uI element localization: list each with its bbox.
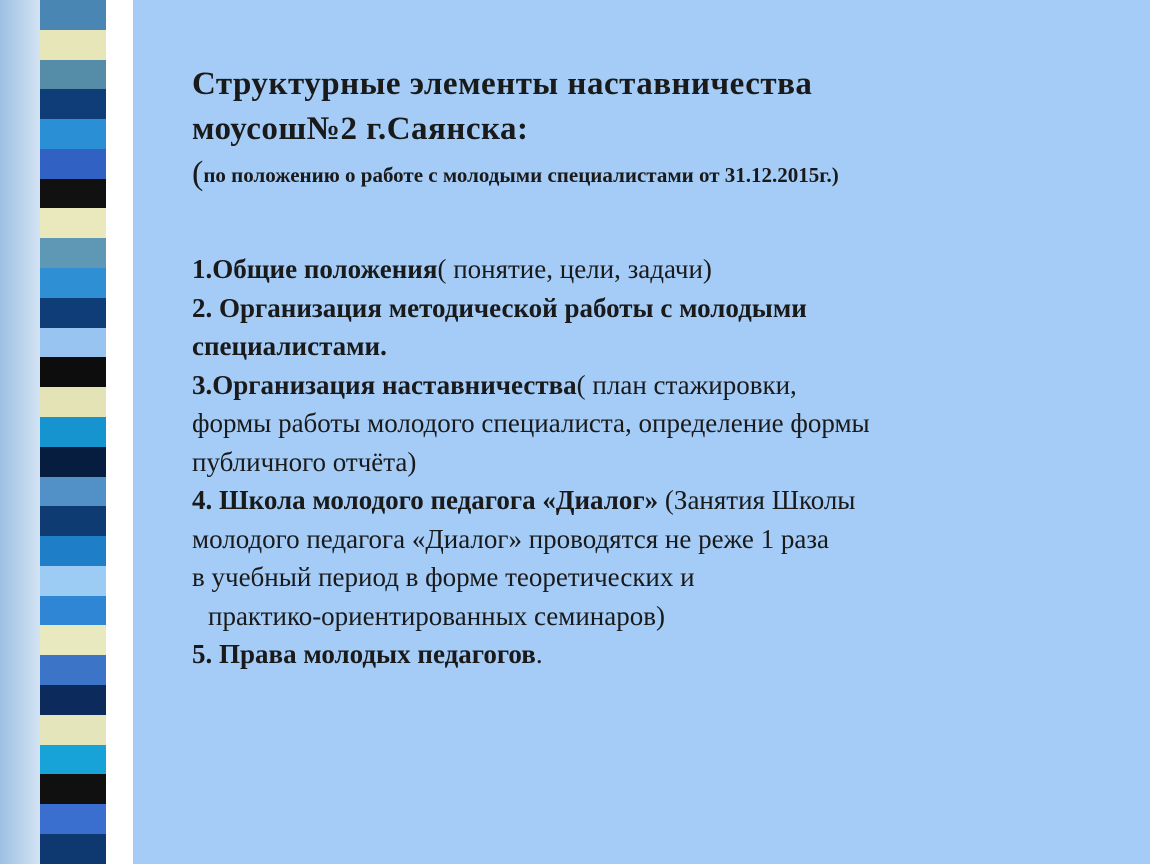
decorative-stripe	[40, 179, 106, 209]
decorative-stripe	[40, 715, 106, 745]
list-line-text: формы работы молодого специалиста, определение формы	[192, 408, 870, 438]
list-line-item-2	[192, 289, 1092, 328]
decorative-stripe	[40, 0, 106, 30]
slide-title-line-1: Структурные элементы наставничества	[192, 66, 813, 102]
subtitle-text: по положению о работе с молодыми специалистами от 31.12.2015г.)	[203, 163, 839, 187]
slide-title-line-2: моусош№2 г.Саянска:	[192, 111, 529, 147]
decorative-stripe	[40, 60, 106, 90]
list-line-item-3-cont-2	[192, 443, 1092, 482]
decorative-stripe	[40, 745, 106, 775]
slide-subtitle	[192, 154, 1092, 195]
list-line-item-4-cont-2	[192, 558, 1092, 597]
decorative-stripe	[40, 834, 106, 864]
list-line-text: молодого педагога «Диалог» проводятся не реже 1 раза	[192, 523, 829, 554]
slide-content	[192, 62, 1092, 674]
structure-list	[192, 250, 1092, 674]
decorative-stripe	[40, 625, 106, 655]
decorative-stripe	[40, 328, 106, 358]
decorative-side-panel	[0, 0, 133, 864]
list-line-bold: 1.Общие положения	[192, 254, 438, 284]
decorative-stripe	[40, 387, 106, 417]
decorative-stripe	[40, 536, 106, 566]
list-line-text: (Занятия Школы	[658, 485, 856, 515]
decorative-stripe	[40, 447, 106, 477]
decorative-stripe	[40, 149, 106, 179]
list-line-text: практико-ориентированных семинаров)	[208, 600, 665, 631]
decorative-stripe	[40, 268, 106, 298]
decorative-stripe	[40, 655, 106, 685]
decorative-stripe	[40, 119, 106, 149]
list-line-text: ( план стажировки,	[576, 369, 797, 400]
list-line-bold: специалистами.	[192, 331, 387, 361]
list-line-item-4-cont-3	[192, 597, 1092, 636]
decorative-stripe	[40, 774, 106, 804]
decorative-stripe	[40, 30, 106, 60]
list-line-item-1	[192, 250, 1092, 289]
decorative-stripe	[40, 89, 106, 119]
list-line-item-4	[192, 481, 1092, 520]
list-line-item-3	[192, 366, 1092, 405]
list-line-item-2-cont	[192, 327, 1092, 366]
decorative-stripe	[40, 477, 106, 507]
decorative-stripe	[40, 685, 106, 715]
list-line-bold: 4. Школа молодого педагога «Диалог»	[192, 485, 659, 515]
list-line-text: ( понятие, цели, задачи)	[437, 254, 712, 284]
list-line-text: .	[535, 639, 543, 669]
list-line-text: в учебный период в форме теоретических и	[192, 562, 695, 592]
list-line-bold: 2. Организация методической работы с молодыми	[192, 292, 807, 323]
decorative-stripe	[40, 804, 106, 834]
subtitle-paren: (	[192, 155, 204, 192]
decorative-stripe-column	[40, 0, 106, 864]
list-line-bold: 3.Организация наставничества	[192, 369, 577, 400]
decorative-stripe	[40, 566, 106, 596]
decorative-stripe	[40, 596, 106, 626]
list-line-item-5	[192, 635, 1092, 674]
list-line-item-4-cont-1	[192, 520, 1092, 559]
decorative-stripe	[40, 417, 106, 447]
list-line-item-3-cont-1	[192, 404, 1092, 443]
decorative-stripe	[40, 208, 106, 238]
decorative-stripe	[40, 298, 106, 328]
list-line-bold: 5. Права молодых педагогов	[192, 639, 536, 669]
decorative-stripe	[40, 506, 106, 536]
decorative-stripe	[40, 238, 106, 268]
decorative-stripe	[40, 357, 106, 387]
list-line-text: публичного отчёта)	[192, 446, 417, 477]
